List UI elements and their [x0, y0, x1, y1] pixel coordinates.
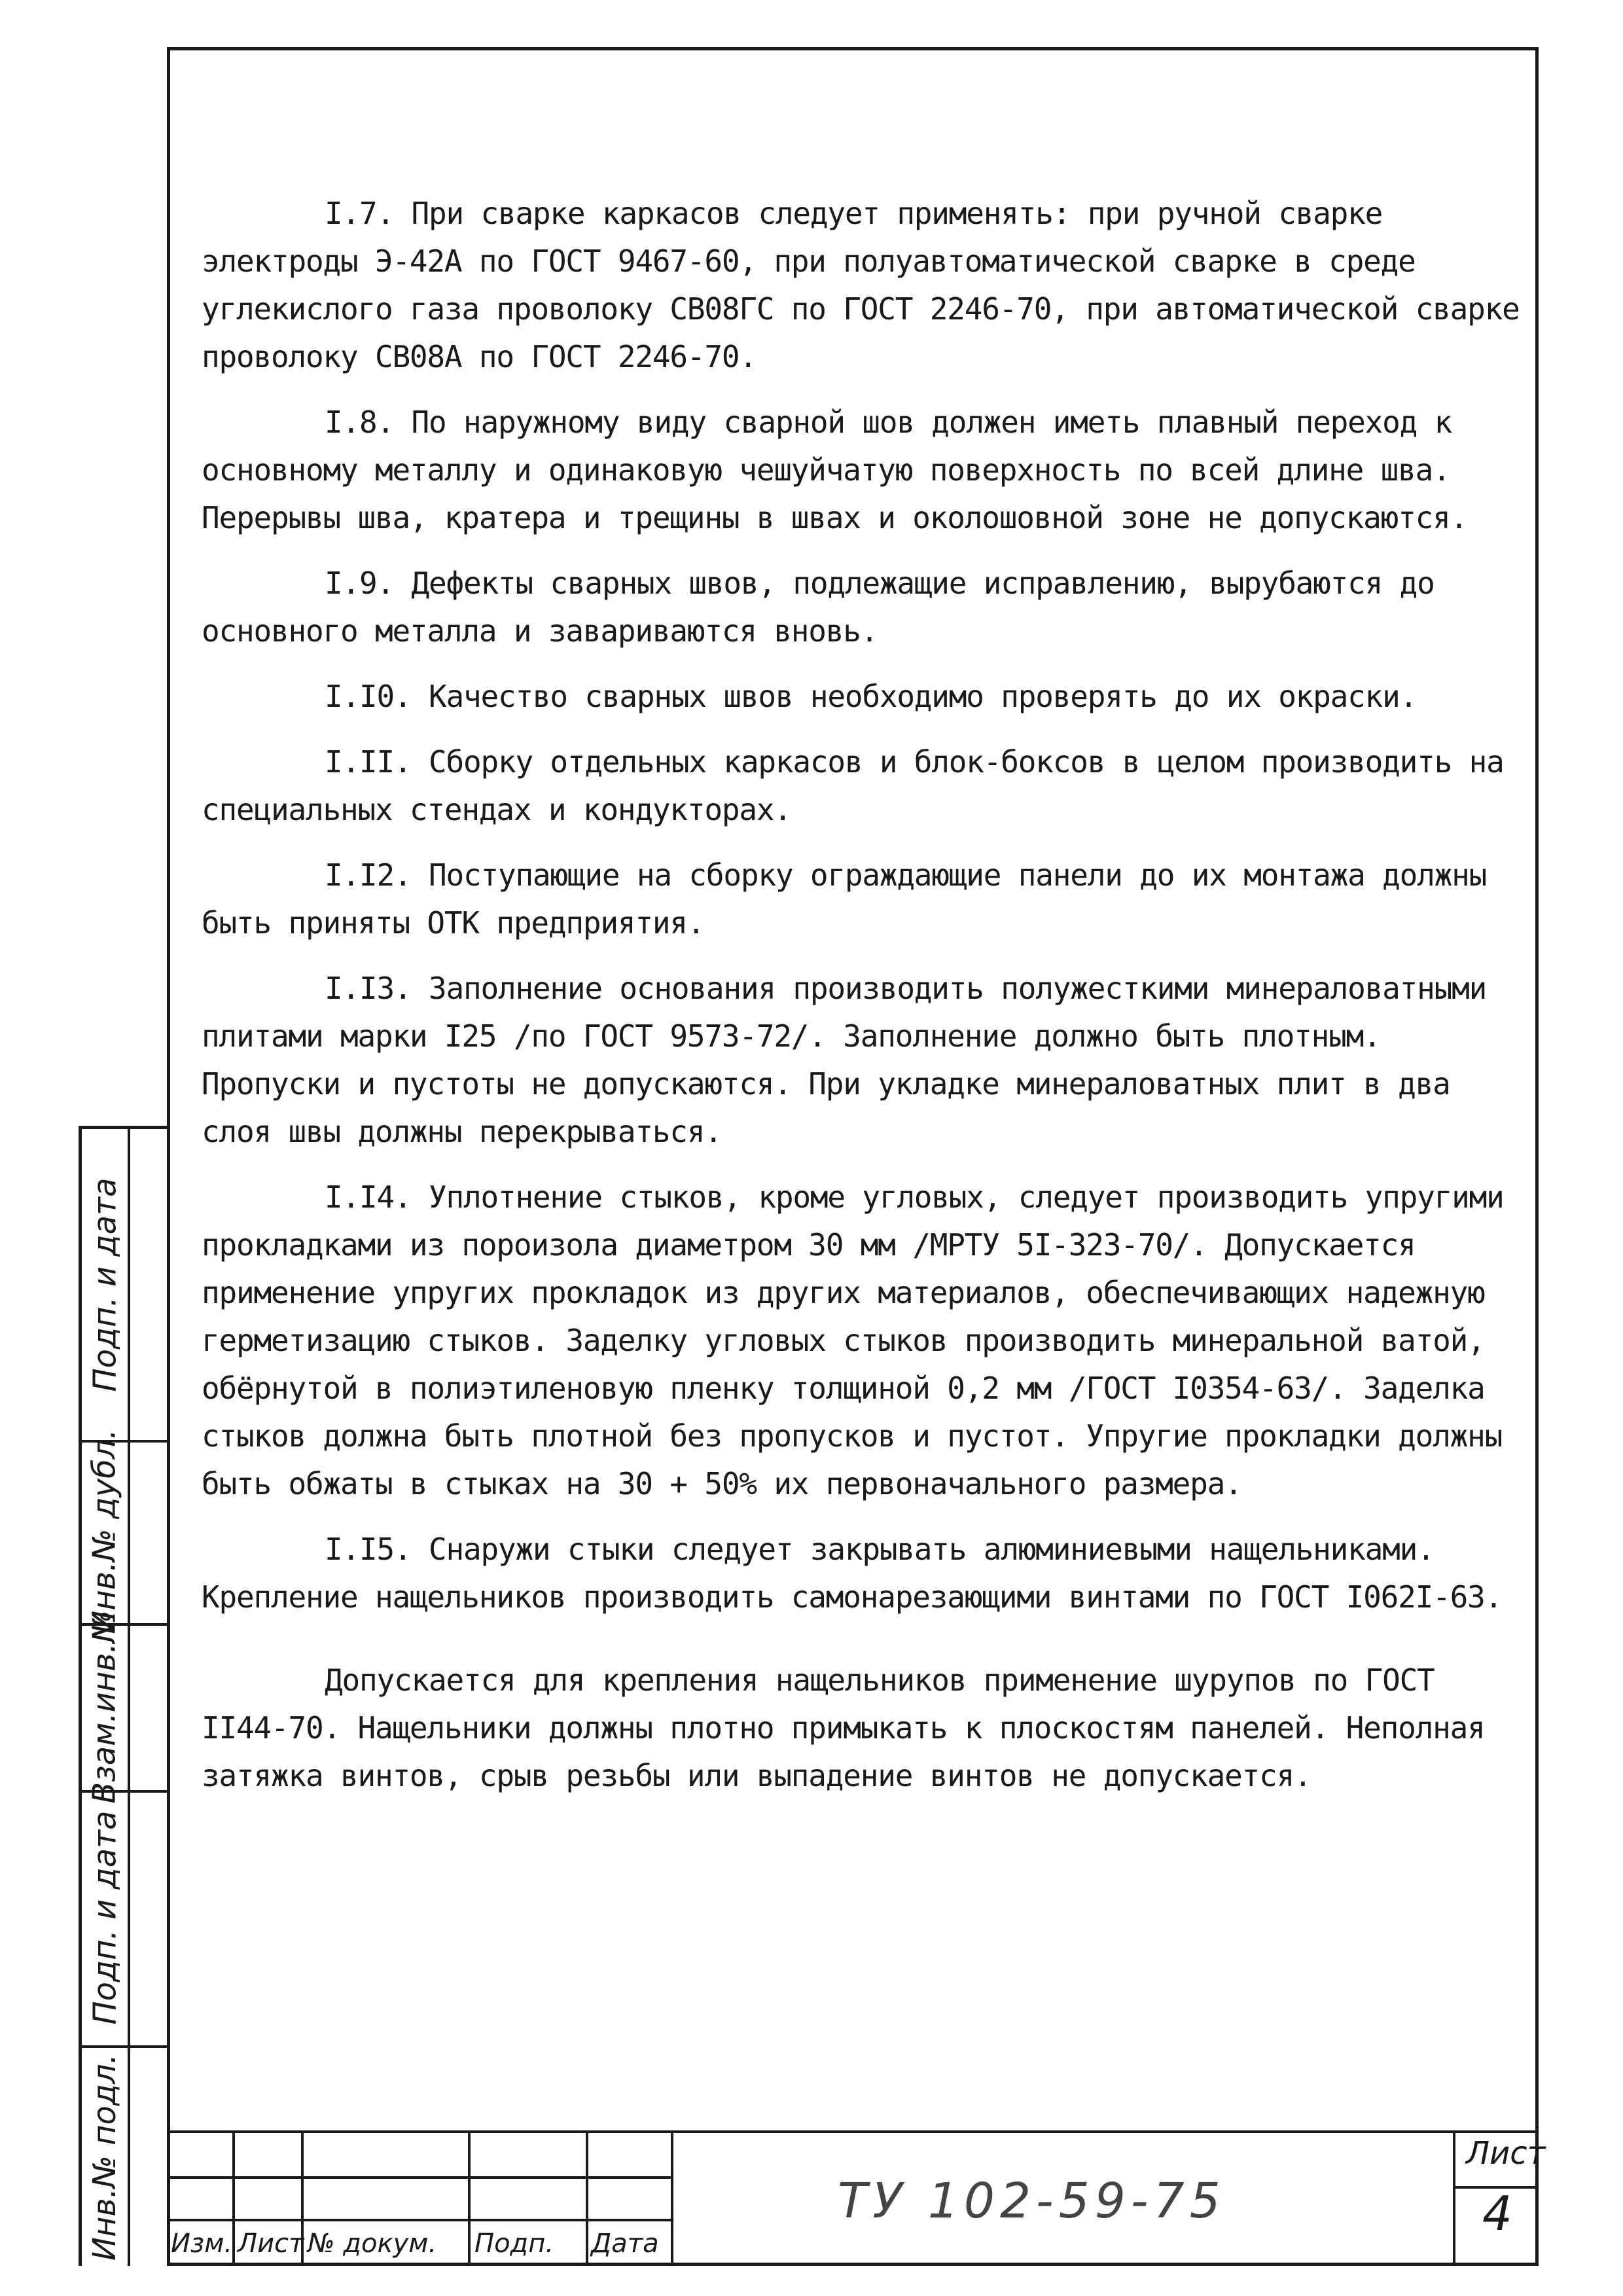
side-label-sign-date-2: Подп. и дата [86, 1810, 124, 2025]
document-body [202, 190, 1530, 1818]
paragraph: I.7. При сварке каркасов следует применять: при ручной сварке электроды Э-42А по ГОСТ 9467-60, при полуавтоматической сварке в среде углекислого газа проволоку СВ08ГС по ГОСТ 2246-70, при автоматической сварке проволоку СВ08А по ГОСТ 2246-70. [202, 196, 1520, 374]
paragraph: I.9. Дефекты сварных швов, подлежащие исправлению, вырубаются до основного металла и завариваются вновь. [202, 565, 1435, 649]
paragraph: I.I2. Поступающие на сборку ограждающие панели до их монтажа должны быть приняты ОТК предприятия. [202, 857, 1487, 941]
caption-sheet: Лист [238, 2229, 304, 2259]
paragraph: I.I0. Качество сварных швов необходимо проверять до их окраски. [325, 679, 1418, 714]
paragraph: Допускается для крепления нащельников применение шурупов по ГОСТ II44-70. Нащельники должны плотно примыкать к плоскостям панелей. Неполная затяжка винтов, срыв резьбы или выпадение винтов не допускается. [202, 1662, 1485, 1793]
sheet-label: Лист [1466, 2135, 1546, 2172]
paragraph: I.I5. Снаружи стыки следует закрывать алюминиевыми нащельниками. Крепление нащельников производить самонарезающими винтами по ГОСТ I062I-63. [202, 1532, 1503, 1615]
sheet-number: 4 [1482, 2186, 1512, 2241]
side-label-orig-inv: Инв.№ подл. [86, 2054, 124, 2261]
caption-change: Изм. [171, 2229, 233, 2259]
side-margin-table [79, 1126, 167, 2266]
paragraph: I.I3. Заполнение основания производить полужесткими минераловатными плитами марки I25 /по ГОСТ 9573-72/. Заполнение должно быть плотным. Пропуски и пустоты не допускаются. При укладке минераловатных плит в два слоя швы должны перекрываться. [202, 971, 1487, 1149]
paragraph: I.II. Сборку отдельных каркасов и блок-боксов в целом производить на специальных стендах и кондукторах. [202, 744, 1504, 827]
side-label-replace-inv: Взам.инв.№ [86, 1609, 124, 1804]
side-label-sign-date: Подп. и дата [86, 1177, 124, 1391]
paragraph: I.I4. Уплотнение стыков, кроме угловых, следует производить упругими прокладками из пороизола диаметром 30 мм /МРТУ 5I-323-70/. Допускается применение упругих прокладок из других материалов, обеспечивающих надежную герметизацию стыков. Заделку угловых стыков производить минеральной ватой, обёрнутой в полиэтиленовую пленку толщиной 0,2 мм /ГОСТ I0354-63/. Заделка стыков должна быть плотной без пропусков и пустот. Упругие прокладки должны быть обжаты в стыках на 30 + 50% их первоначального размера. [202, 1179, 1504, 1501]
paragraph: I.8. По наружному виду сварной шов должен иметь плавный переход к основному металлу и одинаковую чешуйчатую поверхность по всей длине шва. Перерывы шва, кратера и трещины в швах и околошовной зоне не допускаются. [202, 404, 1468, 535]
caption-date: Дата [591, 2229, 659, 2259]
caption-doc-number: № докум. [308, 2229, 437, 2259]
caption-signature: Подп. [474, 2229, 554, 2259]
document-code: ТУ 102-59-75 [838, 2173, 1226, 2229]
side-label-dup-inv: Инв.№ дубл. [86, 1429, 123, 1634]
